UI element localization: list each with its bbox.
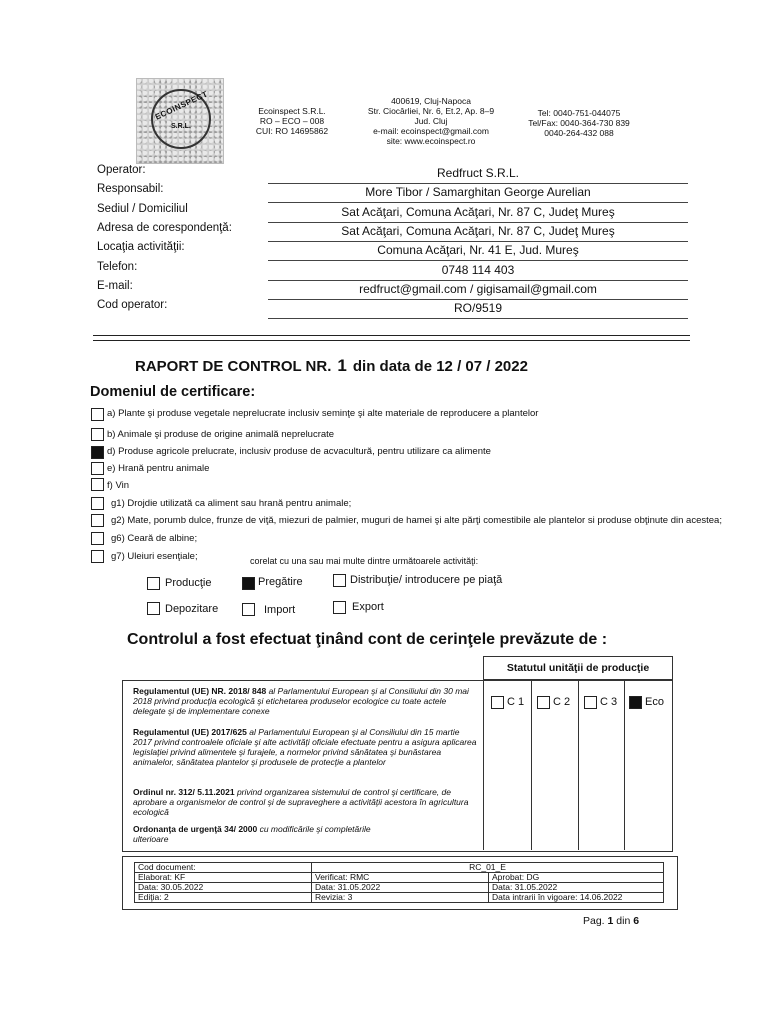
editia: Ediţia: 2 (135, 893, 312, 903)
status-header: Statutul unităţii de producţie (506, 662, 650, 674)
regulation-desc: al Parlamentului European şi al Consiliului din 15 martie 2017 privind controalele oficiale şi alte activităţi oficiale efectuate pentru a asigura aplicarea legislaţiei privind alimentele şi furajele, a normelor privind sănătatea şi bunăstarea animalelor, sănătatea plantelor şi produsele de protecţie a plantelor (133, 727, 477, 767)
activities-intro: corelat cu una sau mai multe dintre următoarele activităţi: (250, 556, 479, 566)
logo-subtext: S.R.L. (171, 123, 191, 130)
status-checkbox[interactable] (629, 696, 642, 709)
domain-title: Domeniul de certificare: (90, 384, 256, 400)
table-divider (578, 680, 579, 850)
page-total: 6 (633, 915, 640, 927)
activity-checkbox[interactable] (242, 577, 255, 590)
regulation-item (133, 686, 477, 716)
address-site: site: www.ecoinspect.ro (386, 136, 476, 146)
document-meta-table (134, 862, 664, 903)
table-row (135, 873, 664, 883)
table-divider (483, 680, 484, 850)
regulation-item (133, 787, 477, 817)
company-code: RO – ECO – 008 (259, 116, 325, 126)
status-checkbox[interactable] (584, 696, 597, 709)
table-row (135, 863, 664, 873)
ecoinspect-logo (136, 78, 224, 164)
status-header-box (483, 656, 673, 680)
domain-checkbox[interactable] (91, 532, 104, 545)
field-value: Sat Acăţari, Comuna Acăţari, Nr. 87 C, Judeţ Mureş (268, 224, 688, 242)
contact-tel: Tel: 0040-751-044075 (537, 108, 621, 118)
aprobat: Aprobat: DG (489, 873, 664, 883)
contact-tel2: 0040-264-432 088 (544, 128, 614, 138)
field-label: E-mail: (97, 280, 133, 292)
regulation-name: Regulamentul (UE) NR. 2018/ 848 (133, 686, 267, 696)
table-row (135, 893, 664, 903)
contact-telfax: Tel/Fax: 0040-364-730 839 (528, 118, 630, 128)
field-value: 0748 114 403 (268, 263, 688, 281)
field-value: Redfruct S.R.L. (268, 166, 688, 184)
activity-checkbox[interactable] (242, 603, 255, 616)
activity-label: Producţie (165, 577, 212, 589)
regulation-name: Regulamentul (UE) 2017/625 (133, 727, 247, 737)
status-label: C 3 (600, 696, 618, 708)
activity-label: Export (352, 601, 384, 613)
domain-checkbox[interactable] (91, 428, 104, 441)
activity-checkbox[interactable] (333, 601, 346, 614)
report-number: 1 (337, 356, 347, 375)
regulation-desc: cu modificările şi completările ulterioare (133, 824, 371, 844)
activity-checkbox[interactable] (333, 574, 346, 587)
field-label: Responsabil: (97, 183, 164, 195)
domain-label: e) Hrană pentru animale (107, 463, 210, 474)
logo-text: ECOINSPECT (153, 89, 210, 122)
domain-label: g7) Uleiuri esenţiale; (111, 551, 198, 562)
activity-label: Import (264, 604, 296, 616)
status-label: C 2 (553, 696, 571, 708)
company-cui: CUI: RO 14695862 (255, 126, 329, 136)
field-value: redfruct@gmail.com / gigisamail@gmail.com (268, 282, 688, 300)
regulation-desc: privind organizarea sistemului de control şi certificare, de aprobare a organismelor de control şi de supraveghere a activităţii acestora în agricultura ecologică (133, 787, 469, 817)
activity-label: Distribuţie/ introducere pe piaţă (350, 574, 503, 586)
report-prefix: RAPORT DE CONTROL NR. (135, 358, 332, 375)
domain-label: f) Vin (107, 480, 130, 491)
regulation-item (133, 727, 477, 767)
elaborat: Elaborat: KF (135, 873, 312, 883)
divider (93, 335, 690, 336)
cod-label: Cod document: (135, 863, 312, 873)
company-address (352, 96, 510, 146)
regulation-name: Ordonanţa de urgenţă 34/ 2000 (133, 824, 258, 834)
report-date: din data de 12 / 07 / 2022 (352, 358, 528, 375)
data-intrare: Data intrarii în vigoare: 14.06.2022 (489, 893, 664, 903)
activity-label: Depozitare (165, 603, 219, 615)
address-line: Str. Ciocârliei, Nr. 6, Et.2, Ap. 8–9 (367, 106, 495, 116)
field-label: Adresa de corespondenţă: (97, 222, 232, 234)
control-title: Controlul a fost efectuat ţinând cont de cerinţele prevăzute de : (127, 631, 608, 648)
regulation-name: Ordinul nr. 312/ 5.11.2021 (133, 787, 235, 797)
address-line: 400619, Cluj-Napoca (391, 96, 471, 106)
domain-checkbox[interactable] (91, 462, 104, 475)
page-middle: din (613, 915, 634, 927)
page-prefix: Pag. (583, 915, 608, 927)
field-value: More Tibor / Samarghitan George Aurelian (268, 185, 688, 203)
field-label: Telefon: (97, 261, 138, 273)
divider (93, 340, 690, 341)
activity-checkbox[interactable] (147, 602, 160, 615)
domain-label: a) Plante şi produse vegetale neprelucrate inclusiv seminţe şi alte materiale de reproducere a plantelor (107, 408, 539, 419)
domain-label: d) Produse agricole prelucrate, inclusiv produse de acvacultură, pentru utilizare ca alimente (107, 446, 491, 457)
regulation-item (133, 824, 383, 844)
domain-checkbox[interactable] (91, 550, 104, 563)
field-label: Operator: (97, 164, 146, 176)
field-value: Sat Acăţari, Comuna Acăţari, Nr. 87 C, Judeţ Mureş (268, 205, 688, 223)
field-label: Cod operator: (97, 299, 168, 311)
domain-label: b) Animale şi produse de origine animală neprelucrate (107, 429, 335, 440)
company-name: Ecoinspect S.R.L. (258, 106, 326, 116)
table-divider (531, 680, 532, 850)
cod-value: RC_01_E (312, 863, 664, 873)
address-email: e-mail: ecoinspect@gmail.com (373, 126, 489, 136)
status-label: C 1 (507, 696, 525, 708)
domain-checkbox[interactable] (91, 408, 104, 421)
field-label: Locaţia activităţii: (97, 241, 185, 253)
domain-label: g2) Mate, porumb dulce, frunze de viţă, miezuri de palmier, muguri de hamei şi alte părţi comestibile ale plantelor si produse obţinute din acestea; (111, 515, 722, 526)
status-checkbox[interactable] (537, 696, 550, 709)
page-current: 1 (607, 915, 614, 927)
domain-checkbox[interactable] (91, 497, 104, 510)
domain-checkbox[interactable] (91, 514, 104, 527)
domain-label: g6) Ceară de albine; (111, 533, 198, 544)
report-title (135, 356, 528, 376)
table-divider (624, 680, 625, 850)
data-elaborat: Data: 30.05.2022 (135, 883, 312, 893)
page-number (583, 915, 639, 927)
verificat: Verificat: RMC (312, 873, 489, 883)
activity-label: Pregătire (258, 576, 303, 588)
field-value: Comuna Acăţari, Nr. 41 E, Jud. Mureş (268, 243, 688, 261)
field-value: RO/9519 (268, 301, 688, 319)
company-info (244, 106, 340, 136)
field-label: Sediul / Domiciliul (97, 203, 188, 215)
revizia: Revizia: 3 (312, 893, 489, 903)
domain-label: g1) Drojdie utilizată ca aliment sau hrană pentru animale; (111, 498, 352, 509)
status-checkbox[interactable] (491, 696, 504, 709)
address-line: Jud. Cluj (414, 116, 448, 126)
data-verificat: Data: 31.05.2022 (312, 883, 489, 893)
company-contact (514, 108, 644, 138)
status-label: Eco (645, 696, 664, 708)
activity-checkbox[interactable] (147, 577, 160, 590)
domain-checkbox[interactable] (91, 446, 104, 459)
regulation-desc: al Parlamentului European şi al Consiliului din 30 mai 2018 privind producţia ecologică şi etichetarea produselor ecologice cu toate actele delegate şi de implementare conexe (133, 686, 469, 716)
table-row (135, 883, 664, 893)
domain-checkbox[interactable] (91, 478, 104, 491)
data-aprobat: Data: 31.05.2022 (489, 883, 664, 893)
